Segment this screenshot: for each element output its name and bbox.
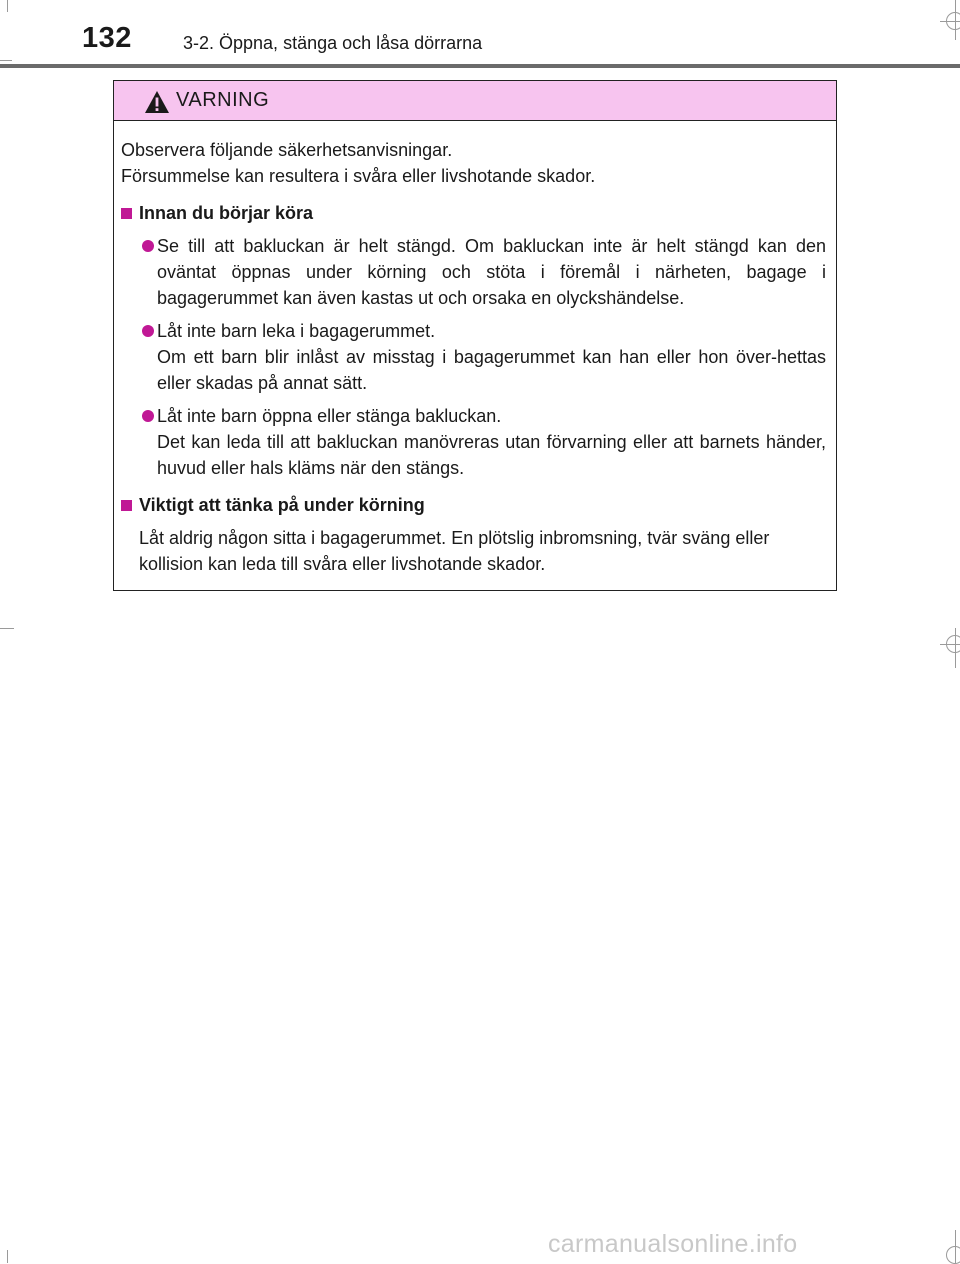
round-bullet-icon bbox=[142, 240, 154, 252]
section-heading bbox=[121, 200, 826, 226]
bullet-text: Låt inte barn leka i bagagerummet. bbox=[157, 321, 436, 341]
bullet-item bbox=[121, 233, 826, 311]
intro-line: Försummelse kan resultera i svåra eller livshotande skador. bbox=[121, 166, 596, 186]
section-heading-text: Innan du börjar köra bbox=[139, 203, 314, 223]
watermark: carmanualsonline.info bbox=[548, 1230, 798, 1258]
warning-box bbox=[113, 80, 837, 591]
section-paragraph bbox=[121, 525, 826, 577]
paragraph-text: Låt aldrig någon sitta i bagagerummet. En plötslig inbromsning, tvär sväng eller kollision kan leda till svåra eller livshotande skador. bbox=[139, 528, 770, 574]
crop-mark bbox=[0, 628, 14, 629]
section-title: 3-2. Öppna, stänga och låsa dörrarna bbox=[183, 33, 483, 53]
warning-intro bbox=[121, 137, 826, 189]
warning-title: VARNING bbox=[176, 89, 270, 111]
registration-mark bbox=[946, 1246, 960, 1264]
page-number: 132 bbox=[82, 22, 132, 54]
bullet-item bbox=[121, 318, 826, 396]
round-bullet-icon bbox=[142, 410, 154, 422]
bullet-text: Det kan leda till att bakluckan manövreras utan förvarning eller att barnets händer, huvud eller hals kläms när den stängs. bbox=[157, 432, 826, 478]
warning-header bbox=[114, 81, 836, 121]
section-heading bbox=[121, 492, 826, 518]
crop-mark bbox=[0, 60, 12, 61]
round-bullet-icon bbox=[142, 325, 154, 337]
square-bullet-icon bbox=[121, 208, 132, 219]
intro-line: Observera följande säkerhetsanvisningar. bbox=[121, 140, 453, 160]
crop-mark bbox=[7, 1250, 8, 1263]
bullet-text: Låt inte barn öppna eller stänga bakluckan. bbox=[157, 406, 502, 426]
header-rule bbox=[0, 64, 960, 68]
square-bullet-icon bbox=[121, 500, 132, 511]
bullet-text: Se till att bakluckan är helt stängd. Om bakluckan inte är helt stängd kan den oväntat öppnas under körning och stöta i föremål i närheten, bagage i bagagerummet kan även kastas ut och orsaka en olyckshändelse. bbox=[157, 236, 826, 308]
bullet-text: Om ett barn blir inlåst av misstag i bagagerummet kan han eller hon över-hettas eller skadas på annat sätt. bbox=[157, 347, 826, 393]
crop-mark bbox=[940, 21, 960, 22]
section-heading-text: Viktigt att tänka på under körning bbox=[139, 495, 425, 515]
crop-mark bbox=[940, 644, 960, 645]
warning-triangle-icon bbox=[144, 90, 170, 114]
bullet-item bbox=[121, 403, 826, 481]
warning-body bbox=[114, 121, 836, 577]
crop-mark bbox=[7, 0, 8, 12]
